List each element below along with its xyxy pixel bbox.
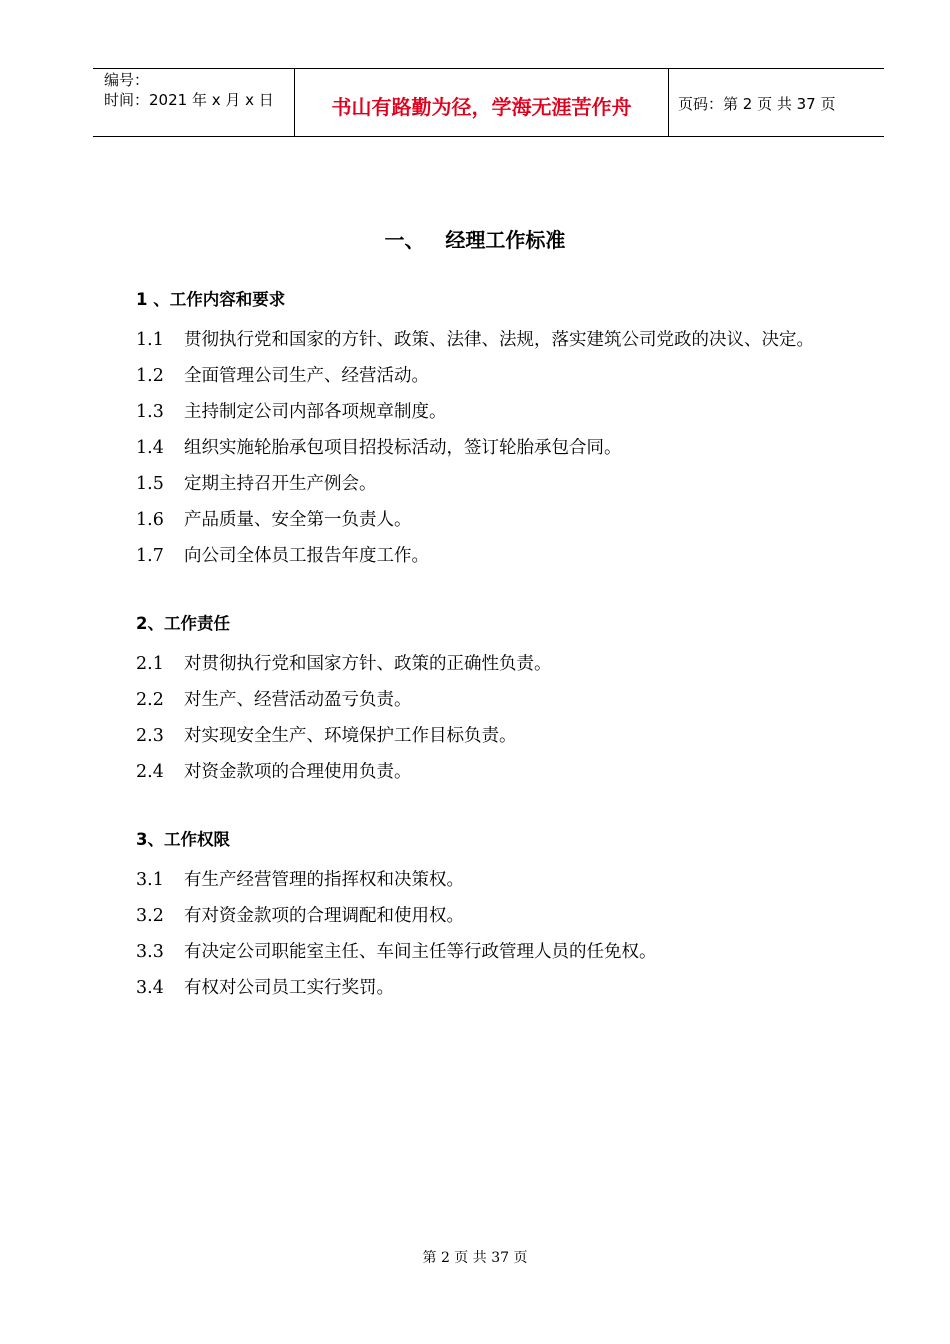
page-header bbox=[93, 68, 884, 137]
list-item bbox=[136, 538, 846, 574]
document-title: 一、 经理工作标准 bbox=[384, 228, 566, 252]
item-number: 3.3 bbox=[136, 942, 164, 962]
item-number: 1.1 bbox=[136, 330, 164, 350]
item-number: 3.2 bbox=[136, 906, 164, 926]
item-number: 1.3 bbox=[136, 402, 164, 422]
list-item bbox=[136, 322, 846, 358]
header-page-cell bbox=[668, 69, 884, 136]
item-text: 组织实施轮胎承包项目招投标活动，签订轮胎承包合同。 bbox=[184, 438, 622, 458]
item-number: 1.4 bbox=[136, 438, 164, 458]
item-text: 向公司全体员工报告年度工作。 bbox=[184, 546, 429, 566]
list-item bbox=[136, 682, 846, 718]
list-item bbox=[136, 430, 846, 466]
list-item bbox=[136, 898, 846, 934]
item-number: 1.7 bbox=[136, 546, 164, 566]
list-item bbox=[136, 862, 846, 898]
header-meta-cell bbox=[93, 69, 294, 136]
header-page-info: 页码：第 2 页 共 37 页 bbox=[678, 95, 836, 113]
item-text: 产品质量、安全第一负责人。 bbox=[184, 510, 412, 530]
item-number: 2.3 bbox=[136, 726, 164, 746]
item-number: 3.1 bbox=[136, 870, 164, 890]
item-text: 定期主持召开生产例会。 bbox=[184, 474, 377, 494]
item-number: 2.1 bbox=[136, 654, 164, 674]
item-number: 1.2 bbox=[136, 366, 164, 386]
list-item bbox=[136, 466, 846, 502]
list-item bbox=[136, 718, 846, 754]
section-heading: 3、工作权限 bbox=[136, 830, 230, 849]
item-number: 3.4 bbox=[136, 978, 164, 998]
item-number: 1.5 bbox=[136, 474, 164, 494]
item-text: 主持制定公司内部各项规章制度。 bbox=[184, 402, 447, 422]
list-item bbox=[136, 502, 846, 538]
document-body bbox=[136, 286, 846, 1006]
document-number-label: 编号： bbox=[104, 71, 150, 89]
item-text: 有对资金款项的合理调配和使用权。 bbox=[184, 906, 464, 926]
section-heading: 1 、工作内容和要求 bbox=[136, 290, 286, 309]
item-number: 2.2 bbox=[136, 690, 164, 710]
page-footer: 第 2 页 共 37 页 bbox=[422, 1250, 528, 1266]
section-heading: 2、工作责任 bbox=[136, 614, 230, 633]
item-number: 1.6 bbox=[136, 510, 164, 530]
header-motto-cell bbox=[294, 69, 669, 136]
list-item bbox=[136, 754, 846, 790]
list-item bbox=[136, 934, 846, 970]
item-text: 有权对公司员工实行奖罚。 bbox=[184, 978, 394, 998]
header-motto: 书山有路勤为径，学海无涯苦作舟 bbox=[331, 95, 632, 119]
list-item bbox=[136, 970, 846, 1006]
item-text: 对生产、经营活动盈亏负责。 bbox=[184, 690, 412, 710]
document-date: 时间：2021 年 x 月 x 日 bbox=[104, 91, 274, 109]
list-item bbox=[136, 394, 846, 430]
item-text: 贯彻执行党和国家的方针、政策、法律、法规，落实建筑公司党政的决议、决定。 bbox=[184, 330, 814, 350]
item-text: 对贯彻执行党和国家方针、政策的正确性负责。 bbox=[184, 654, 552, 674]
item-text: 有生产经营管理的指挥权和决策权。 bbox=[184, 870, 464, 890]
item-text: 对资金款项的合理使用负责。 bbox=[184, 762, 412, 782]
item-text: 对实现安全生产、环境保护工作目标负责。 bbox=[184, 726, 517, 746]
item-number: 2.4 bbox=[136, 762, 164, 782]
list-item bbox=[136, 646, 846, 682]
item-text: 全面管理公司生产、经营活动。 bbox=[184, 366, 429, 386]
list-item bbox=[136, 358, 846, 394]
item-text: 有决定公司职能室主任、车间主任等行政管理人员的任免权。 bbox=[184, 942, 657, 962]
